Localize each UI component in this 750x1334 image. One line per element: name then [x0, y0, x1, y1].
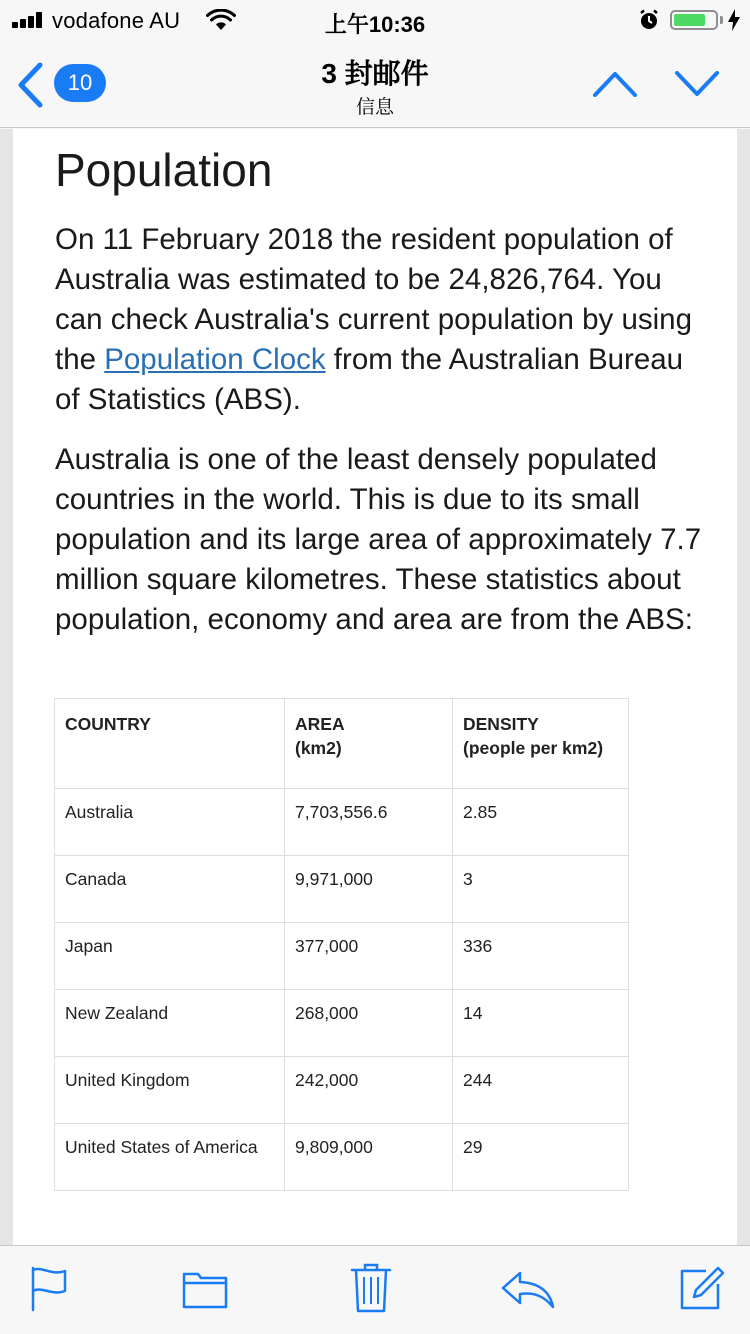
article-heading: Population — [55, 144, 273, 196]
cell-area: 377,000 — [285, 923, 453, 990]
cell-country: Canada — [55, 856, 285, 923]
folder-icon[interactable] — [182, 1266, 228, 1310]
population-table — [54, 698, 629, 1191]
table-row — [55, 789, 629, 856]
cell-density: 14 — [453, 990, 629, 1057]
bottom-toolbar — [0, 1245, 750, 1334]
header-density: DENSITY (people per km2) — [453, 699, 629, 789]
carrier-name: vodafone AU — [52, 8, 181, 33]
cell-area: 9,971,000 — [285, 856, 453, 923]
header-area: AREA (km2) — [285, 699, 453, 789]
header-country: COUNTRY — [55, 699, 285, 789]
table-row — [55, 923, 629, 990]
cell-country: United States of America — [55, 1124, 285, 1191]
status-bar — [0, 0, 750, 40]
cell-density: 3 — [453, 856, 629, 923]
cell-density: 2.85 — [453, 789, 629, 856]
compose-icon[interactable] — [678, 1264, 726, 1312]
reply-icon[interactable] — [500, 1270, 556, 1310]
alarm-icon — [638, 9, 660, 31]
cell-country: Australia — [55, 789, 285, 856]
next-message-down-icon[interactable] — [674, 70, 720, 98]
message-count-title: 3 封邮件 — [321, 58, 429, 89]
table-header-row — [55, 699, 629, 789]
status-time: 上午10:36 — [324, 12, 426, 37]
cell-country: Japan — [55, 923, 285, 990]
cell-area: 7,703,556.6 — [285, 789, 453, 856]
population-clock-link[interactable]: Population Clock — [104, 343, 326, 376]
cell-density: 244 — [453, 1057, 629, 1124]
battery-icon — [670, 10, 718, 30]
previous-message-up-icon[interactable] — [592, 70, 638, 98]
article-paragraph-2: Australia is one of the least densely populated countries in the world. This is due to its small population and its large area of approximately 7.7 million square kilometres. These statistics about population, economy and area are from the ABS: — [55, 443, 702, 636]
cell-area: 242,000 — [285, 1057, 453, 1124]
article-paragraph-1: On 11 February 2018 the resident population of Australia was estimated to be 24,826,764. You can check Australia's current population by using the Population Clock from the Australian Bureau of Statistics (ABS). — [55, 223, 692, 416]
table-row — [55, 1057, 629, 1124]
cell-country: New Zealand — [55, 990, 285, 1057]
back-unread-count-badge[interactable]: 10 — [54, 64, 106, 102]
mailbox-subtitle: 信息 — [355, 97, 394, 118]
navigation-bar — [0, 40, 750, 128]
cell-country: United Kingdom — [55, 1057, 285, 1124]
flag-icon[interactable] — [30, 1266, 68, 1312]
table-row — [55, 856, 629, 923]
cell-area: 268,000 — [285, 990, 453, 1057]
cell-density: 29 — [453, 1124, 629, 1191]
trash-icon[interactable] — [350, 1262, 392, 1314]
table-row — [55, 1124, 629, 1191]
table-row — [55, 990, 629, 1057]
cell-area: 9,809,000 — [285, 1124, 453, 1191]
cell-density: 336 — [453, 923, 629, 990]
charging-icon — [728, 9, 740, 31]
